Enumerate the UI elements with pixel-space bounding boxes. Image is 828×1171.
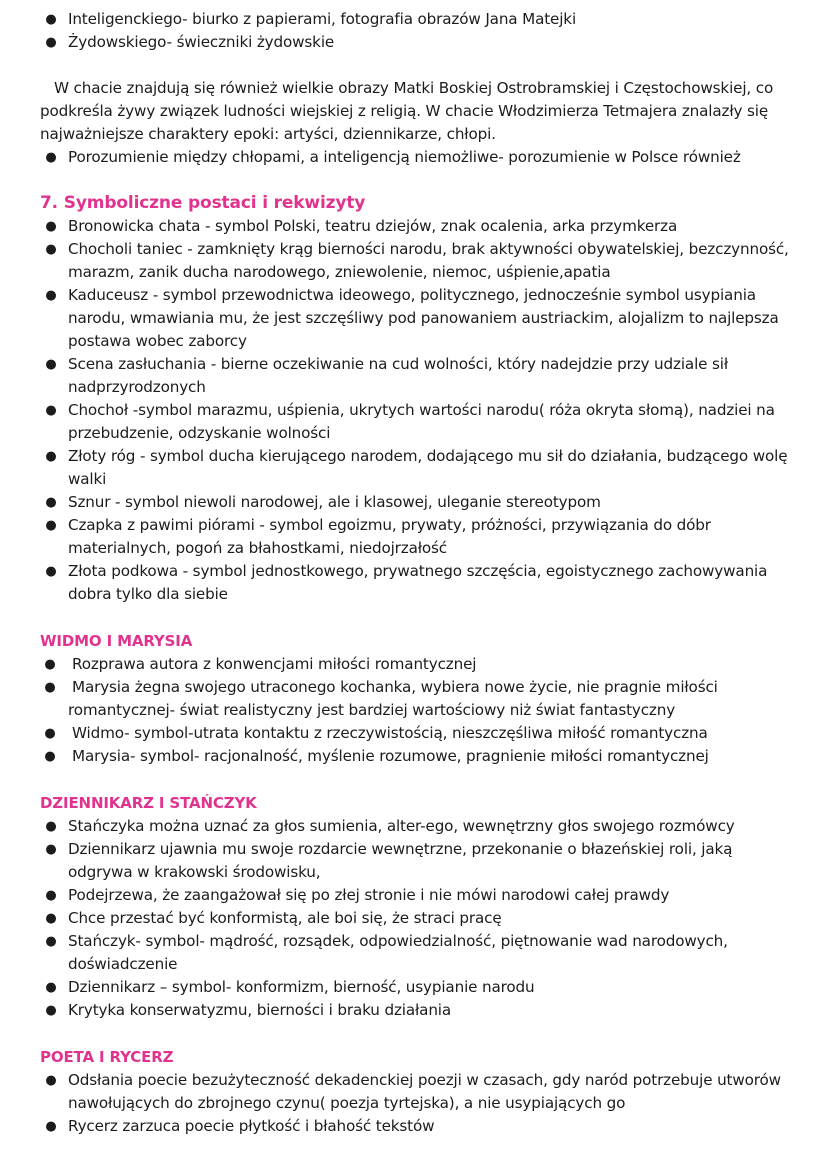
- section-heading-poeta: POETA I RYCERZ: [40, 1048, 174, 1066]
- bullet-icon: ●: [44, 749, 56, 764]
- list-item: ● Czapka z pawimi piórami - symbol egoizmu, prywaty, próżności, przywiązania do dóbr materialnych, pogoń za błahostkami, niedojrzałość: [45, 516, 711, 557]
- dziennikarz-list: [0, 815, 828, 1022]
- bullet-icon: ●: [45, 1003, 57, 1018]
- list-item: ● Chce przestać być konformistą, ale boi się, że straci pracę: [0, 907, 828, 930]
- list-item: ● Dziennikarz ujawnia mu swoje rozdarcie wewnętrzne, przekonanie o błazeńskiej roli, jaką odgrywa w krakowski środowisku,: [45, 840, 733, 881]
- list-item: ● Marysia żegna swojego utraconego kochanka, wybiera nowe życie, nie pragnie miłości romantycznej- świat realistyczny jest bardziej wartościowy niż świat fantastyczny: [44, 678, 718, 719]
- list-item: ● Scena zasłuchania - bierne oczekiwanie na cud wolności, który nadejdzie przy udziale sił nadprzyrodzonych: [45, 355, 729, 396]
- spacer: [0, 54, 828, 77]
- bullet-icon: ●: [45, 934, 57, 949]
- spacer: [0, 606, 828, 630]
- list-item: ● Złoty róg - symbol ducha kierującego narodem, dodającego mu sił do działania, budzącego wolę walki: [45, 447, 788, 488]
- list-item: ● Rycerz zarzuca poecie płytkość i błahość tekstów: [0, 1115, 828, 1138]
- bullet-icon: ●: [45, 980, 57, 995]
- widmo-list: [0, 653, 828, 768]
- bullet-icon: ●: [45, 219, 57, 234]
- bullet-icon: ●: [45, 150, 57, 165]
- list-item: ● Inteligenckiego- biurko z papierami, fotografia obrazów Jana Matejki: [0, 8, 828, 31]
- bullet-icon: ●: [44, 726, 56, 741]
- bullet-icon: ●: [45, 449, 57, 464]
- paragraph: W chacie znajdują się również wielkie obrazy Matki Boskiej Ostrobramskiej i Częstochowskiej, co podkreśla żywy związek ludności wiejskiej z religią. W chacie Włodzimierza Tetmajera znalazły się najważniejsze charaktery epoki: artyści, dziennikarze, chłopi.: [40, 79, 774, 143]
- bullet-icon: ●: [45, 357, 57, 372]
- bullet-icon: ●: [44, 657, 56, 672]
- bullet-icon: ●: [45, 35, 57, 50]
- bullet-icon: ●: [45, 1073, 57, 1088]
- bullet-icon: ●: [45, 242, 57, 257]
- bullet-icon: ●: [45, 288, 57, 303]
- list-item: ● Krytyka konserwatyzmu, bierności i braku działania: [0, 999, 828, 1022]
- bullet-icon: ●: [45, 888, 57, 903]
- bullet-icon: ●: [45, 495, 57, 510]
- list-item: ● Stańczyka można uznać za głos sumienia, alter-ego, wewnętrzny głos swojego rozmówcy: [0, 815, 828, 838]
- list-item: ● Podejrzewa, że zaangażował się po złej stronie i nie mówi narodowi całej prawdy: [0, 884, 828, 907]
- list-item: ● Chochoł -symbol marazmu, uśpienia, ukrytych wartości narodu( róża okryta słomą), nadziei na przebudzenie, odzyskanie wolności: [45, 401, 775, 442]
- list-item: ● Odsłania poecie bezużyteczność dekadenckiej poezji w czasach, gdy naród potrzebuje utworów nawołujących do zbrojnego czynu( poezja tyrtejska), a nie usypiających go: [45, 1071, 781, 1112]
- intro-list: [0, 8, 828, 54]
- bullet-icon: ●: [45, 518, 57, 533]
- list-item: ● Złota podkowa - symbol jednostkowego, prywatnego szczęścia, egoistycznego zachowywania dobra tylko dla siebie: [45, 562, 768, 603]
- symbolic-list: [0, 215, 828, 606]
- list-item: ● Chocholi taniec - zamknięty krąg bierności narodu, brak aktywności obywatelskiej, bezczynność, marazm, zanik ducha narodowego, zniewolenie, niemoc, uśpienie,apatia: [45, 240, 789, 281]
- bullet-icon: ●: [45, 1119, 57, 1134]
- bullet-icon: ●: [45, 911, 57, 926]
- bullet-icon: ●: [45, 12, 57, 27]
- bullet-icon: ●: [45, 819, 57, 834]
- bullet-icon: ●: [45, 564, 57, 579]
- section-heading-dziennikarz: DZIENNIKARZ I STAŃCZYK: [40, 794, 257, 812]
- bullet-icon: ●: [45, 842, 57, 857]
- list-item: ● Marysia- symbol- racjonalność, myślenie rozumowe, pragnienie miłości romantycznej: [0, 745, 828, 768]
- spacer: [0, 169, 828, 192]
- list-item: ● Żydowskiego- świeczniki żydowskie: [0, 31, 828, 54]
- list-item: ● Kaduceusz - symbol przewodnictwa ideowego, politycznego, jednocześnie symbol usypiania narodu, wmawiania mu, że jest szczęśliwy pod panowaniem austriackim, alojalizm to najlepsza postawa wobec zaborcy: [45, 286, 779, 350]
- spacer: [0, 768, 828, 792]
- poeta-list: [0, 1069, 828, 1138]
- paragraph-list: [0, 146, 828, 169]
- bullet-icon: ●: [44, 680, 56, 695]
- list-item: ● Dziennikarz – symbol- konformizm, bierność, usypianie narodu: [0, 976, 828, 999]
- list-item: ● Widmo- symbol-utrata kontaktu z rzeczywistością, nieszczęśliwa miłość romantyczna: [0, 722, 828, 745]
- spacer: [0, 1022, 828, 1046]
- bullet-icon: ●: [45, 403, 57, 418]
- list-item: ● Stańczyk- symbol- mądrość, rozsądek, odpowiedzialność, piętnowanie wad narodowych, doświadczenie: [45, 932, 728, 973]
- list-item: ● Sznur - symbol niewoli narodowej, ale i klasowej, uleganie stereotypom: [0, 491, 828, 514]
- list-item: ● Bronowicka chata - symbol Polski, teatru dziejów, znak ocalenia, arka przymkerza: [0, 215, 828, 238]
- section-heading-symbolic: 7. Symboliczne postaci i rekwizyty: [40, 193, 366, 213]
- section-heading-widmo: WIDMO I MARYSIA: [40, 632, 193, 650]
- list-item: ● Porozumienie między chłopami, a inteligencją niemożliwe- porozumienie w Polsce również: [0, 146, 828, 169]
- list-item: ● Rozprawa autora z konwencjami miłości romantycznej: [0, 653, 828, 676]
